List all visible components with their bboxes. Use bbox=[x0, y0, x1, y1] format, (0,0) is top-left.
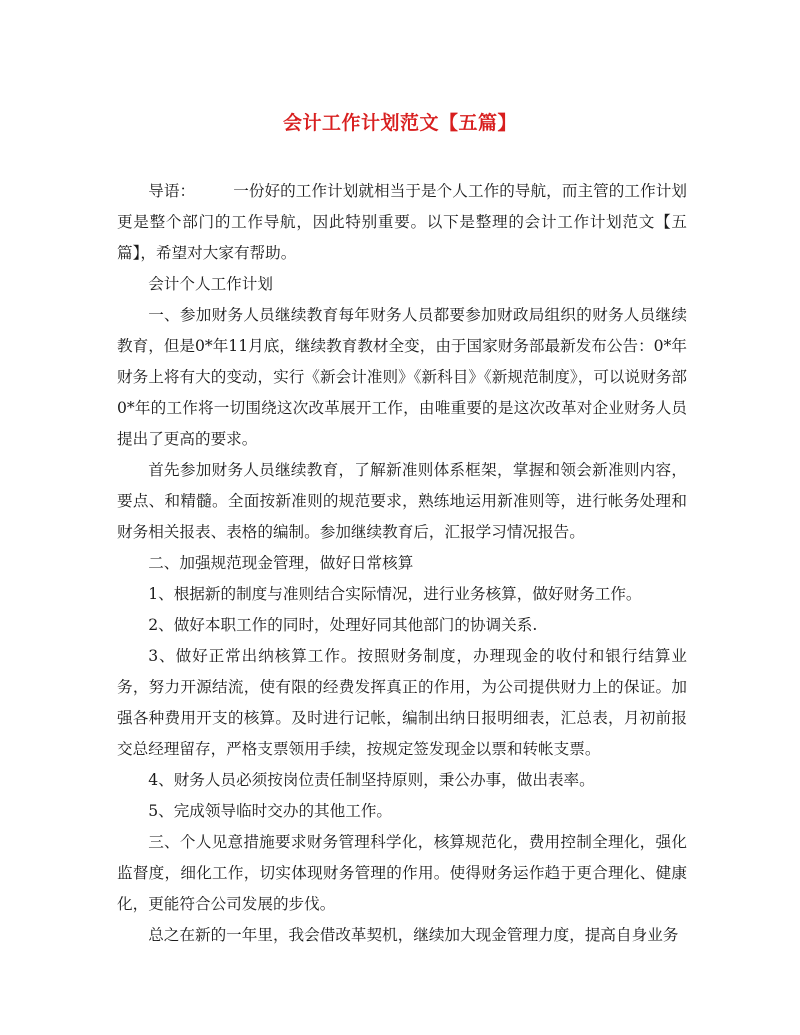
paragraph: 二、加强规范现金管理，做好日常核算 bbox=[148, 554, 414, 572]
paragraph: 3、做好正常出纳核算工作。按照财务制度，办理现金的收付和银行结算业务，努力开源结流，使有限的经费发挥真正的作用，为公司提供财力上的保证。加强各种费用开支的核算。及时进行记帐，编制出纳日报明细表，汇总表，月初前报交总经理留存，严格支票领用手续，按规定签发现金以票和转帐支票。 bbox=[117, 647, 687, 758]
document-title: 会计工作计划范文【五篇】 bbox=[282, 112, 517, 134]
intro-text: 一份好的工作计划就相当于是个人工作的导航，而主管的工作计划更是整个部门的工作导航，因此特别重要。以下是整理的会计工作计划范文【五篇】，希望对大家有帮助。 bbox=[117, 182, 687, 262]
paragraph: 4、财务人员必须按岗位责任制坚持原则，秉公办事，做出表率。 bbox=[148, 771, 595, 789]
paragraph: 1、根据新的制度与准则结合实际情况，进行业务核算，做好财务工作。 bbox=[148, 585, 642, 603]
intro-label: 导语： bbox=[148, 182, 196, 200]
paragraph: 2、做好本职工作的同时，处理好同其他部门的协调关系. bbox=[148, 616, 538, 634]
paragraph: 一、参加财务人员继续教育每年财务人员都要参加财政局组织的财务人员继续教育，但是0*年11月底，继续教育教材全变，由于国家财务部最新发布公告：0*年财务上将有大的变动，实行《新会计准则》《新科目》《新规范制度》，可以说财务部0*年的工作将一切围绕这次改革展开工作，由唯重要的是这次改革对企业财务人员提出了更高的要求。 bbox=[117, 306, 687, 448]
paragraph: 5、完成领导临时交办的其他工作。 bbox=[148, 802, 393, 820]
section-heading: 会计个人工作计划 bbox=[148, 275, 273, 293]
paragraph: 总之在新的一年里，我会借改革契机，继续加大现金管理力度，提高自身业务 bbox=[148, 926, 679, 944]
paragraph: 三、个人见意措施要求财务管理科学化，核算规范化，费用控制全理化，强化监督度，细化工作，切实体现财务管理的作用。使得财务运作趋于更合理化、健康化，更能符合公司发展的步伐。 bbox=[117, 833, 687, 913]
paragraph: 首先参加财务人员继续教育，了解新准则体系框架，掌握和领会新准则内容，要点、和精髓。全面按新准则的规范要求，熟练地运用新准则等，进行帐务处理和财务相关报表、表格的编制。参加继续教育后，汇报学习情况报告。 bbox=[117, 461, 687, 541]
intro-paragraph bbox=[117, 176, 687, 269]
document-body bbox=[117, 176, 687, 951]
